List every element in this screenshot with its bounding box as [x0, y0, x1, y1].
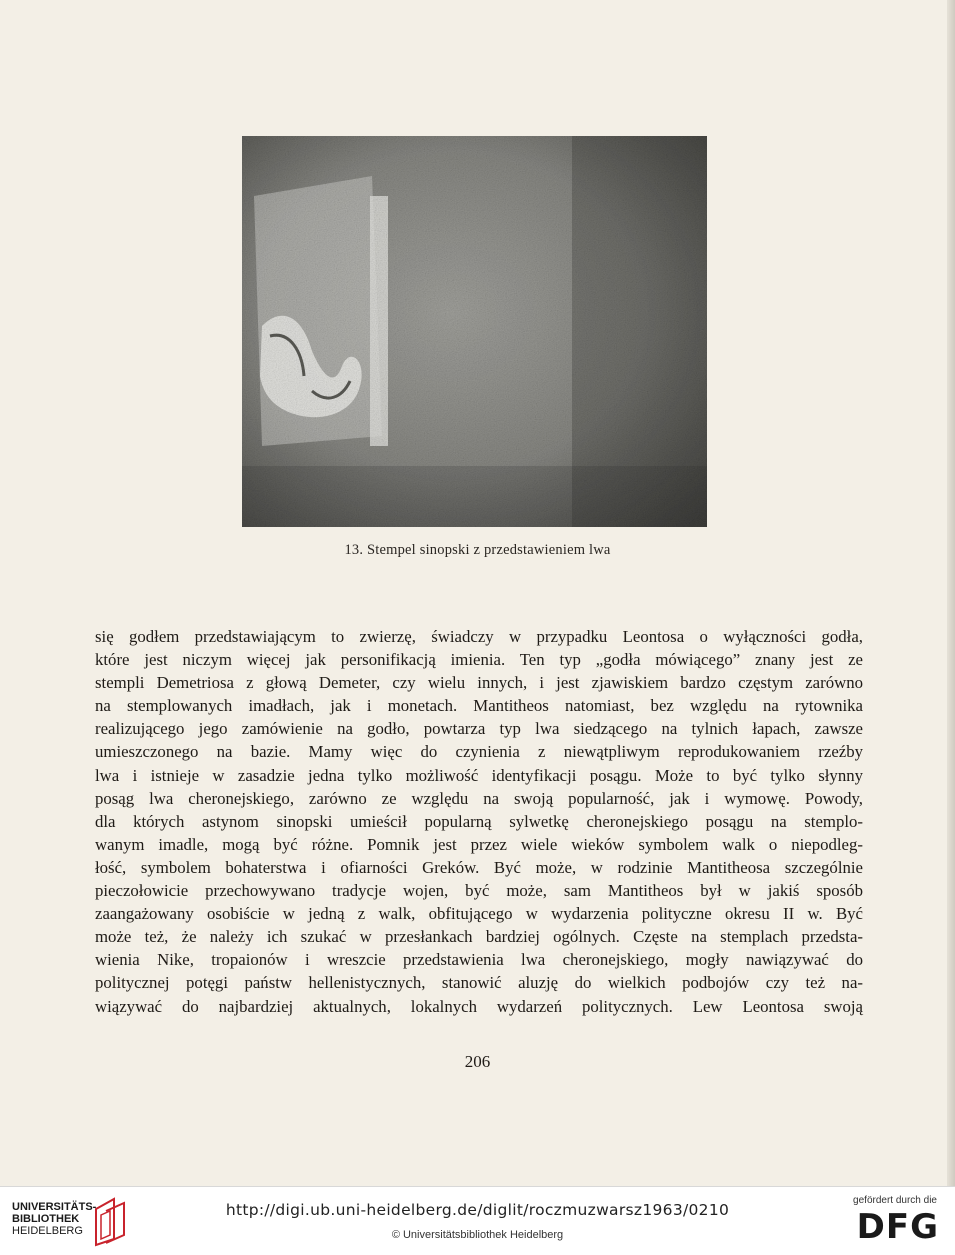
library-name-line: BIBLIOTHEK	[12, 1213, 80, 1225]
text-line: dla których astynom sinopski umieścił popularną sylwetkę cheronejskiego posągu na stemplo-	[95, 811, 863, 831]
library-name-line: HEIDELBERG	[12, 1225, 83, 1237]
text-line: wienia Nike, tropaionów i wreszcie przedstawienia lwa cheronejskiego, mogły nawiązywać do	[95, 950, 863, 970]
funding-note: gefördert durch die	[853, 1195, 937, 1206]
page-number: 206	[464, 1052, 491, 1071]
text-line: może też, że należy ich szukać w przesłankach bardziej ogólnych. Częste na stemplach przedsta-	[95, 927, 863, 947]
text-line: posąg lwa cheronejskiego, zarówno ze względu na swoją popularność, jak i wymowę. Powody,	[95, 788, 863, 808]
text-line: lwa i istnieje w zasadzie jedna tylko możliwość identyfikacji posągu. Może to być tylko słynny	[95, 765, 863, 785]
text-line: politycznej potęgi państw hellenistycznych, stanowić aluzję do wielkich podbojów czy też na-	[95, 973, 863, 993]
text-line: które jest niczym więcej jak personifikacją imienia. Ten typ „godła mówiącego” znany jest ze	[95, 650, 863, 670]
text-line: wiązywać do najbardziej aktualnych, lokalnych wydarzeń politycznych. Lew Leontosa swoją	[95, 996, 863, 1016]
page-edge	[947, 0, 955, 1186]
text-line: zaangażowany osobiście w jedną z walk, obfitującego w wydarzenia polityczne okresu II w. Być	[95, 904, 863, 924]
text-line: stempli Demetriosa z głową Demeter, czy wielu innych, i jest zjawiskiem bardzo częstym zarówno	[95, 673, 863, 693]
text-line: realizującego jego zamówienie na godło, powtarza typ lwa siedzącego na tylnich łapach, zawsze	[95, 719, 863, 739]
library-name-line: UNIVERSITÄTS-	[12, 1201, 97, 1213]
body-text	[95, 625, 863, 1018]
text-line: się godłem przedstawiającym to zwierzę, świadczy w przypadku Leontosa o wyłączności godła,	[95, 627, 863, 646]
text-line: pieczołowicie przechowywano tradycje wojen, być może, sam Mantitheos był w jakiś sposób	[95, 881, 863, 901]
text-line: umieszczonego na bazie. Mamy więc do czynienia z niewątpliwym reprodukowaniem rzeźby	[95, 742, 863, 762]
figure-photo	[242, 136, 707, 527]
copyright-text: © Universitätsbibliothek Heidelberg	[391, 1229, 564, 1241]
text-line: na stemplowanych imadłach, jak i monetach. Mantitheos natomiast, bez względu na rytownika	[95, 696, 863, 716]
document-url-link[interactable]: http://digi.ub.uni-heidelberg.de/diglit/roczmuzwarsz1963/0210	[225, 1201, 730, 1219]
figure-caption: 13. Stempel sinopski z przedstawieniem lwa	[344, 542, 611, 558]
dfg-logo: DFG	[856, 1207, 939, 1247]
text-line: wanym imadle, mogą być różne. Pomnik jest przez wiele wieków symbolem walk o niepodleg-	[95, 834, 863, 854]
text-line: łość, symbolem bohaterstwa i ofiarności Greków. Być może, w rodzinie Mantitheosa szczególnie	[95, 857, 863, 877]
viewer-footer	[0, 1186, 955, 1255]
